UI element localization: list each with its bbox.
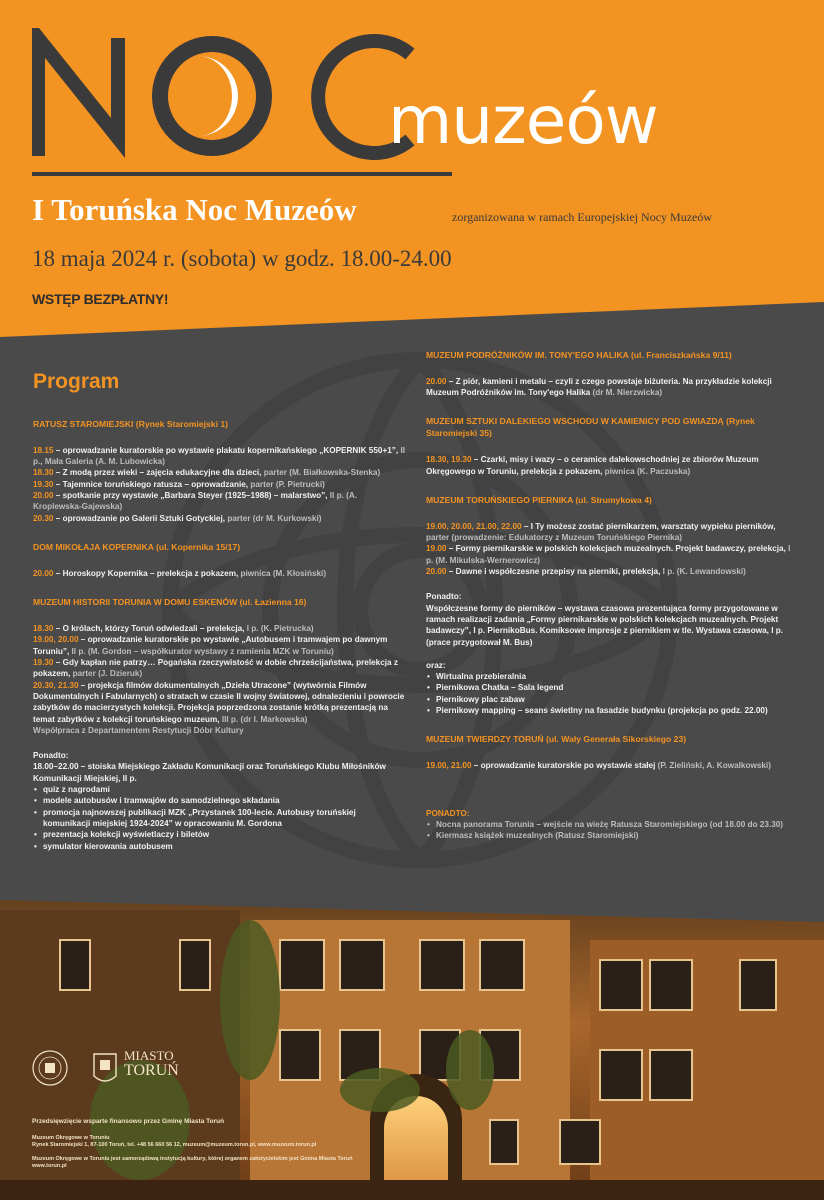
legal-block — [32, 1156, 353, 1171]
bullet-item: • promocja najnowszej publikacji MZK „Przystanek 100-lecie. Autobusy toruńskiej komunikacji miejskiej 1924-2024” w opracowaniu M. Gordona — [33, 807, 405, 830]
program-event — [426, 543, 798, 566]
event-description: – Horoskopy Kopernika – prelekcja z pokazem, — [53, 568, 241, 578]
section-podroznikow-events — [426, 376, 798, 399]
program-event — [33, 490, 405, 513]
program-event — [33, 445, 405, 468]
program-event — [33, 513, 405, 524]
note-desc: – stoiska Miejskiego Zakładu Komunikacji oraz Toruńskiego Klubu Miłośników Komunikacji Miejskiej, II p. — [33, 762, 386, 783]
section-kopernik-events — [33, 568, 405, 579]
event-time: 19.30 — [33, 657, 54, 667]
footer-logos — [32, 1046, 232, 1090]
bullet-item: • Piernikowy mapping – seans świetlny na fasadzie budynku (projekcja po godz. 22.00) — [426, 705, 798, 716]
event-description: – oprowadzanie po Galerii Sztuki Gotyckiej, — [53, 513, 228, 523]
bullet-item: • Nocna panorama Torunia – wejście na wieżę Ratusza Staromiejskiego (od 18.00 do 23.30) — [426, 819, 798, 830]
event-time: 20.00 — [426, 376, 447, 386]
bullet-item: • Kiermasz książek muzealnych (Ratusz Staromiejski) — [426, 830, 798, 841]
city-logo-text — [124, 1049, 179, 1079]
section-eskenow-events — [33, 623, 405, 725]
program-event — [426, 376, 798, 399]
event-description: – oprowadzanie kuratorskie po wystawie „Autobusem i tramwajem po dawnym Toruniu”, — [33, 635, 388, 656]
section-twierdzy-heading: MUZEUM TWIERDZY TORUŃ (ul. Wały Generała Sikorskiego 23) — [426, 734, 687, 745]
event-time: 19.00, 20.00, 21.00, 22.00 — [426, 521, 522, 531]
eskenow-extra — [33, 750, 405, 852]
also-heading: oraz: — [426, 660, 446, 670]
section-ratusz-events — [33, 445, 405, 524]
note-body: Współczesne formy do pierników – wystawa czasowa prezentująca formy przygotowane w ramach realizacji zadania „Formy piernikarskie w polskich kolekcjach muzealnych. Projekt badawczy”, I p. PiernikoBus. Komiksowe impresje z piernikiem w tle. Wystawa czasowa, I p. (prace przygotował M. Bus) — [426, 603, 784, 647]
address-line1: Muzeum Okręgowe w Toruniu — [32, 1135, 110, 1141]
event-description: – spotkanie przy wystawie „Barbara Steyer (1925–1988) – malarstwo”, — [53, 491, 330, 501]
event-description: – projekcja filmów dokumentalnych „Dzieła Utracone” (wytwórnia Filmów Dokumentalnych i Fabularnych) o stratach w czasie II wojny światowej, odnalezieniu i powrocie zabytków do macierzystych kolekcji. Projekcja poprzedzona zostanie krótką prezentacją na temat zabytków z kolekcji toruńskiego muzeum, — [33, 680, 405, 724]
event-location: I p. (M. Mikulska-Wernerowicz) — [426, 544, 791, 565]
event-time: 18.30 — [33, 468, 54, 478]
program-event — [426, 566, 798, 577]
event-time: 20.00 — [33, 568, 54, 578]
city-logo-line1: MIASTO — [124, 1048, 174, 1063]
event-time: 18.30, 19.30 — [426, 455, 472, 465]
section-kopernik-heading: DOM MIKOŁAJA KOPERNIKA (ul. Kopernika 15/17) — [33, 542, 241, 553]
address-line2: Rynek Staromiejski 1, 87-100 Toruń, tel. +48 56 660 56 12, muzeum@muzeum.torun.pl, www.muzeum.torun.pl — [32, 1142, 317, 1149]
program-right-column — [426, 350, 798, 841]
event-location: piwnica (M. Kłosiński) — [240, 568, 327, 578]
event-location: II p. (A. Kroplewska-Gajewska) — [33, 491, 358, 512]
section-wschod-heading: MUZEUM SZTUKI DALEKIEGO WSCHODU W KAMIENICY POD GWIAZDĄ (Rynek Staromiejski 35) — [426, 416, 755, 439]
event-location: (dr M. Nierzwicka) — [592, 388, 663, 398]
section-wschod-events — [426, 454, 798, 477]
program-event — [426, 454, 798, 477]
support-note: Przedsięwzięcie wsparte finansowo przez Gminę Miasta Toruń — [32, 1118, 225, 1125]
event-time: 19.00, 21.00 — [426, 761, 472, 771]
event-location: III p. (dr I. Markowska) — [221, 714, 308, 724]
section-podroznikow-heading: MUZEUM PODRÓŻNIKÓW IM. TONY'EGO HALIKA (ul. Franciszkańska 9/11) — [426, 350, 732, 360]
section-piernika-heading: MUZEUM TORUŃSKIEGO PIERNIKA (ul. Strumykowa 4) — [426, 494, 652, 505]
event-location: II p. (M. Gordon – współkurator wystawy z ramienia MZK w Toruniu) — [71, 646, 334, 656]
program-left-column — [33, 366, 405, 852]
event-description: – I Ty możesz zostać piernikarzem, warsztaty wypieku pierników, — [521, 521, 776, 531]
section-piernika-events — [426, 521, 798, 578]
program-event — [33, 467, 405, 478]
event-description: – O królach, którzy Toruń odwiedzali – prelekcja, — [53, 624, 247, 634]
event-location: I p. (K. Pietrucka) — [246, 624, 314, 634]
event-description: – Dawne i współczesne przepisy na pierniki, prelekcja, — [446, 566, 663, 576]
event-time: 18.15 — [33, 445, 54, 455]
program-event — [33, 479, 405, 490]
event-subtitle: zorganizowana w ramach Europejskiej Nocy Muzeów — [452, 210, 713, 224]
section-eskenow-heading: MUZEUM HISTORII TORUNIA W DOMU ESKENÓW (ul. Łazienna 16) — [33, 597, 307, 608]
event-description: – Z modą przez wieki – zajęcia edukacyjne dla dzieci, — [53, 468, 264, 478]
event-location: parter (P. Pietrucki) — [250, 479, 325, 489]
extra-heading: PONADTO: — [426, 808, 470, 818]
event-time: 19.00, 20.00 — [33, 635, 79, 645]
event-time: 18.30 — [33, 624, 54, 634]
program-event — [33, 634, 405, 657]
program-event — [33, 657, 405, 680]
event-title: I Toruńska Noc Muzeów — [32, 192, 357, 227]
event-location: piwnica (K. Paczuska) — [604, 466, 691, 476]
bullet-item: • Piernikowa Chatka – Sala legend — [426, 682, 798, 693]
event-time: 20.00 — [426, 566, 447, 576]
event-time: 20.30 — [33, 513, 54, 523]
program-event — [33, 568, 405, 579]
eskenow-bullet-list — [33, 784, 405, 852]
event-location: II p., Mała Galeria (A. M. Lubowicka) — [33, 445, 406, 467]
legal-line: Muzeum Okręgowe w Toruniu jest samorządową instytucją kultury, której organem założycielskim jest Gmina Miasta Toruń — [32, 1156, 353, 1162]
note-time: 18.00–22.00 — [33, 762, 79, 772]
bullet-item: • quiz z nagrodami — [33, 784, 405, 795]
event-date: 18 maja 2024 r. (sobota) w godz. 18.00-24.00 — [32, 246, 452, 271]
bullet-item: • symulator kierowania autobusem — [33, 841, 405, 852]
bullet-item: • prezentacja kolekcji wyświetlaczy i biletów — [33, 829, 405, 840]
program-event — [426, 760, 798, 771]
website-line: www.torun.pl — [32, 1163, 67, 1170]
event-description: – oprowadzanie kuratorskie po wystawie plakatu kopernikańskiego „KOPERNIK 550+1”, — [53, 445, 401, 455]
piernika-bullet-list — [426, 671, 798, 716]
admission-note: WSTĘP BEZPŁATNY! — [32, 291, 169, 307]
cooperation-note: Współpraca z Departamentem Restytucji Dóbr Kultury — [33, 725, 244, 735]
event-time: 19.30 — [33, 479, 54, 489]
event-description: – Gdy kapłan nie patrzy… Pogańska rzeczywistość w dobie chrześcijaństwa, prelekcja z pokazem, — [33, 657, 398, 679]
event-time: 20.30, 21.30 — [33, 680, 79, 690]
courtyard-photo — [0, 880, 824, 1200]
event-time: 20.00 — [33, 491, 54, 501]
event-location: parter (M. Białkowska-Stenka) — [263, 468, 381, 478]
event-time: 19.00 — [426, 544, 447, 554]
event-description: – Formy piernikarskie w polskich kolekcjach muzealnych. Projekt badawczy, prelekcja, — [446, 544, 789, 554]
event-description: – Czarki, misy i wazy – o ceramice dalekowschodniej ze zbiorów Muzeum Okręgowego w Toruniu, prelekcja z pokazem, — [426, 455, 759, 476]
city-logo-line2: TORUŃ — [124, 1061, 179, 1079]
logo-subtitle: muzeów — [388, 82, 658, 159]
bullet-item: • modele autobusów i tramwajów do samodzielnego składania — [33, 795, 405, 806]
event-description: – Tajemnice toruńskiego ratusza – oprowadzanie, — [53, 479, 251, 489]
bullet-item: • Piernikowy plac zabaw — [426, 694, 798, 705]
event-location: parter (J. Dzieruk) — [72, 669, 143, 679]
extra-bullet-list — [426, 819, 798, 842]
program-event — [33, 623, 405, 634]
event-location: I p. (K. Lewandowski) — [662, 566, 746, 576]
address-block — [32, 1135, 316, 1150]
program-event — [426, 521, 798, 544]
note-heading: Ponadto: — [426, 592, 462, 602]
piernika-extra — [426, 591, 798, 716]
poster-header — [0, 0, 824, 360]
note-heading: Ponadto: — [33, 751, 69, 761]
section-ratusz-heading: RATUSZ STAROMIEJSKI (Rynek Staromiejski 1) — [33, 418, 228, 429]
program-event — [33, 680, 405, 725]
bullet-item: • Wirtualna przebieralnia — [426, 671, 798, 682]
header-divider — [32, 172, 452, 176]
event-location: parter (dr M. Kurkowski) — [227, 513, 322, 523]
event-location: parter (prowadzenie: Edukatorzy z Muzeum Toruńskiego Piernika) — [426, 533, 682, 542]
event-description: – oprowadzanie kuratorskie po wystawie stałej — [471, 761, 658, 771]
program-heading: Program — [33, 370, 120, 393]
note-body — [33, 761, 405, 784]
event-location: (P. Zieliński, A. Kowalkowski) — [657, 761, 771, 771]
event-description: – Z piór, kamieni i metalu – czyli z czego powstaje biżuteria. Na przykładzie kolekcji Muzeum Podróżników im. Tony'ego Halika — [426, 376, 772, 398]
section-twierdzy-events — [426, 760, 798, 771]
